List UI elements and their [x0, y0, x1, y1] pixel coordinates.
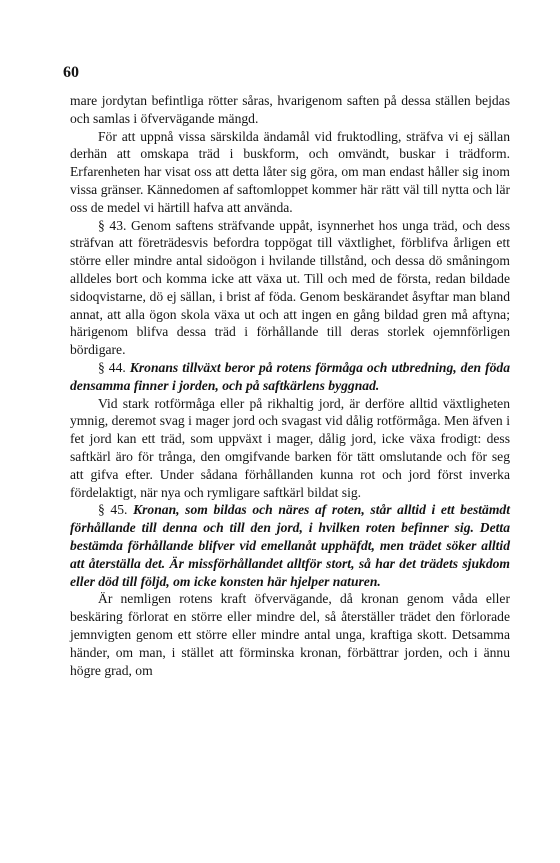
section-number: § 45. — [98, 502, 134, 518]
paragraph — [70, 590, 510, 679]
paragraph-text: Vid stark rotförmåga eller på rikhaltig jord, är derföre alltid växtligheten ymnig, deremot svag i mager jord och svagast vid dålig rotförmåga. Men äfven i fet jord kan ett träd, som uppväxt i mager, dålig jord, icke växa frodigt: dess saftkärl äro för trånga, den omgifvande barken för tätt omslutande och för seg att gifva efter. Under sådana förhållanden kunna rot och jord först inverka fördelaktigt, när nya och rymligare saftkärl bildat sig. — [70, 395, 510, 500]
paragraph — [70, 128, 510, 217]
page-number: 60 — [63, 64, 79, 81]
paragraph — [70, 395, 510, 502]
paragraph-section-44 — [70, 359, 510, 395]
paragraph-section-45 — [70, 501, 510, 590]
paragraph — [70, 92, 510, 128]
paragraph-text: Är nemligen rotens kraft öfvervägande, då kronan genom våda eller beskäring förlorat en större eller mindre del, så återställer trädet den förlorade jemnvigten genom ett större eller mindre antal unga, kraftiga skott. Detsamma händer, om man, i stället att förminska kronan, förbättrar jorden, och i ännu högre grad, om — [70, 591, 510, 678]
body-text — [70, 92, 510, 679]
paragraph-text: mare jordytan befintliga rötter såras, hvarigenom saften på dessa ställen bejdas och samlas i öfvervägande mängd. — [70, 93, 510, 126]
section-heading: Kronan, som bildas och näres af roten, står alltid i ett bestämdt förhållande till denna och till den jord, i hvilken roten befinner sig. Detta bestämda förhållande blifver vid emellanåt upphäfdt, men trädet söker alltid att återställa det. Är missförhållandet alltför stort, så har det trädets sjukdom eller död till följd, om icke konsten här hjelper naturen. — [70, 502, 510, 589]
section-heading: Kronans tillväxt beror på rotens förmåga och utbredning, den föda densamma finner i jorden, och på saftkärlens byggnad. — [70, 359, 510, 393]
paragraph-text: För att uppnå vissa särskilda ändamål vid fruktodling, sträfva vi ej sällan derhän att omskapa träd i buskform, och omvändt, buskar i trädform. Erfarenheten har visat oss att detta låter sig göra, om man endast håller sig inom vissa gränser. Kännedomen af saftomloppet kommer här rätt väl till nytta och lär oss de medel vi härtill hafva att använda. — [70, 128, 510, 215]
paragraph-text: § 43. Genom saftens sträfvande uppåt, isynnerhet hos unga träd, och dess sträfvan att företrädesvis befordra toppögat till växtlighet, förblifva årligen ett större eller mindre antal sidoögon i hvilande tillstånd, och dessa dö småningom alldeles bort och komma icke att växa ut. Till och med de första, redan bildade sidoqvistarne, dö ej sällan, i brist af föda. Genom beskärandet åsyftar man bland annat, att alla ögon skola växa ut och att ingen en gång bildad gren må aftyna; härigenom blifva dessa träd i förhållande till deras storlek ojemnförligen bördigare. — [70, 217, 510, 358]
paragraph-section-43 — [70, 217, 510, 359]
section-number: § 44. — [98, 359, 130, 375]
